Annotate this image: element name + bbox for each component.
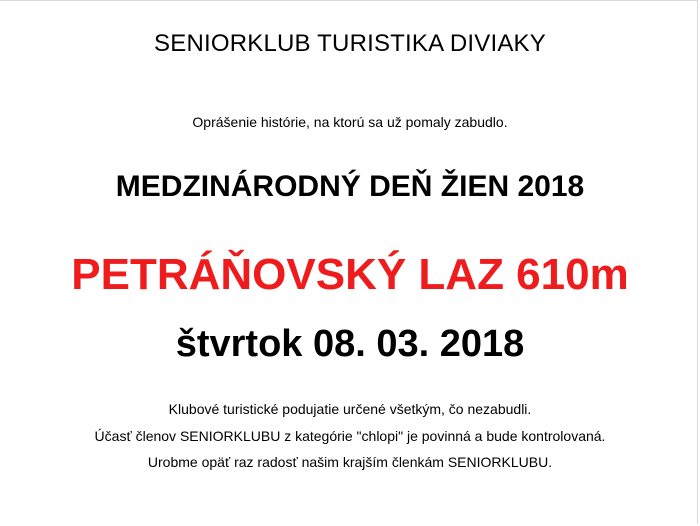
description-line-1: Klubové turistické podujatie určené všetkým, čo nezabudli. (168, 401, 532, 417)
event-title: MEDZINÁRODNÝ DEŇ ŽIEN 2018 (115, 170, 585, 203)
intro-text: Oprášenie histórie, na ktorú sa už pomaly zabudlo. (192, 114, 508, 130)
description-line-2: Účasť členov SENIORKLUBU z kategórie "chlopi" je povinná a bude kontrolovaná. (94, 428, 606, 444)
event-place: PETRÁŇOVSKÝ LAZ 610m (71, 250, 629, 299)
description-line-3: Urobme opäť raz radosť našim krajším členkám SENIORKLUBU. (147, 454, 553, 470)
event-date: štvrtok 08. 03. 2018 (175, 323, 525, 365)
club-name: SENIORKLUB TURISTIKA DIVIAKY (154, 30, 546, 57)
